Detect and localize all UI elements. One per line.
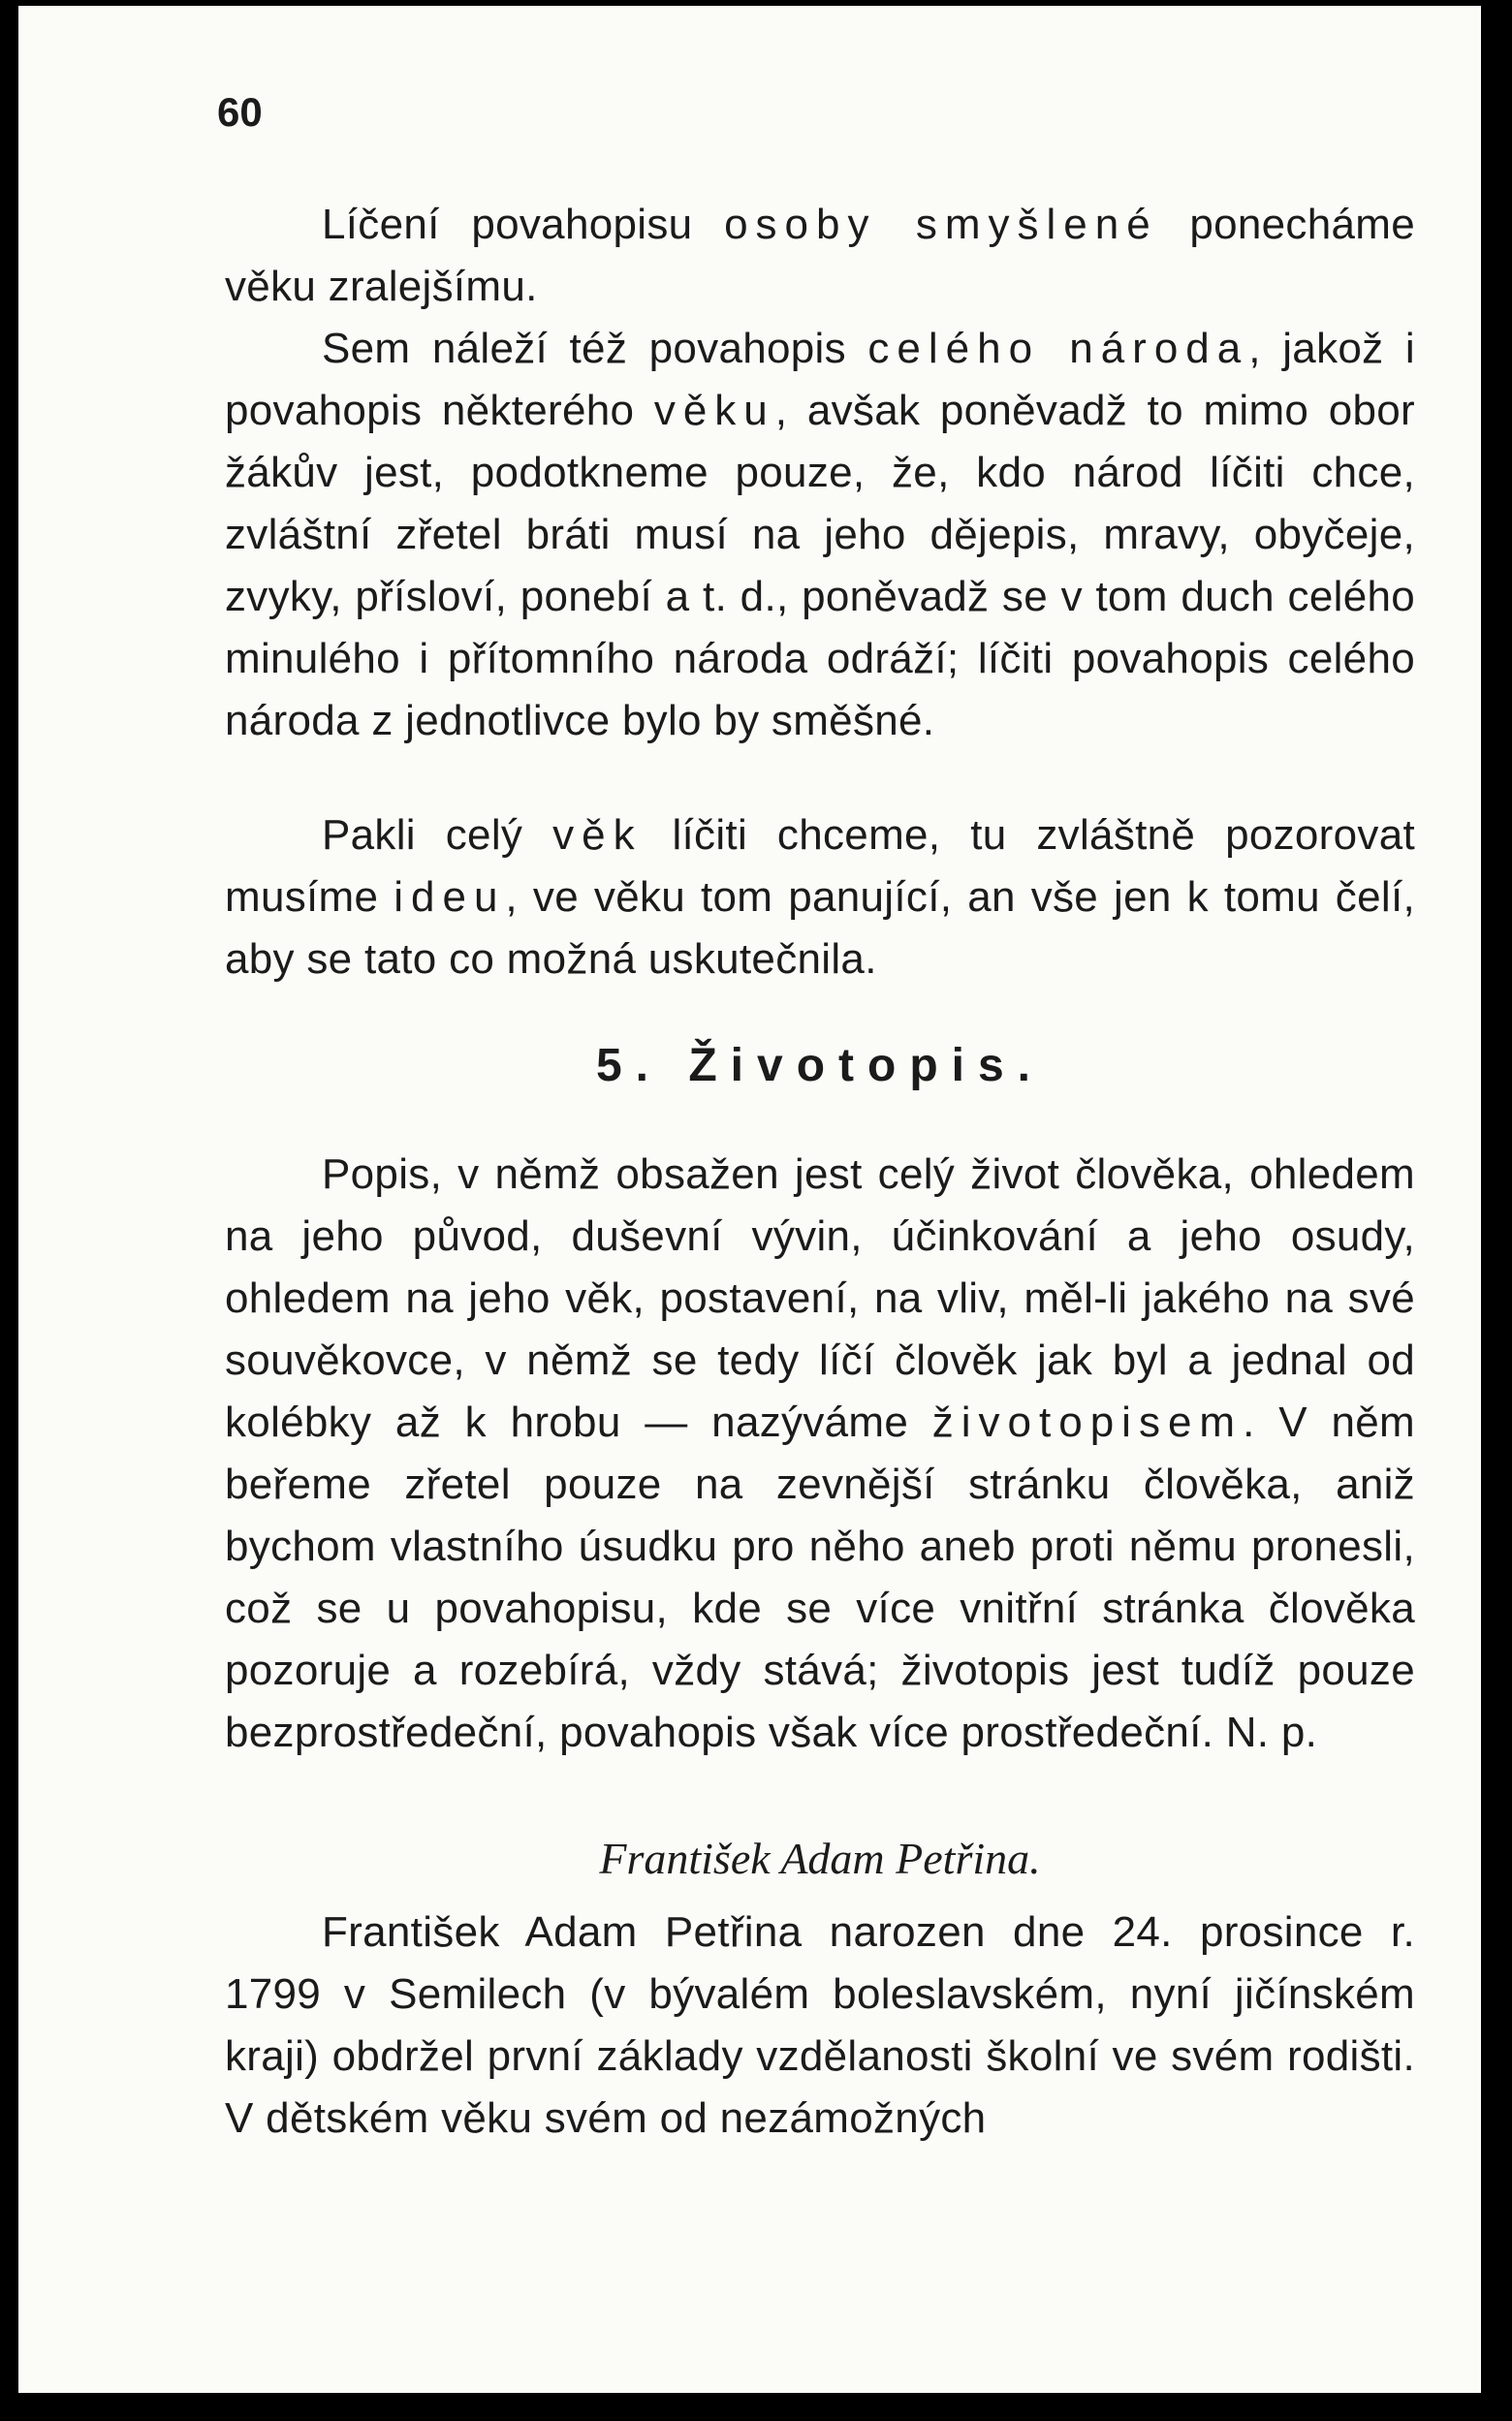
text-run: líčiti chceme, tu zvláštně pozorovat musíme [225, 811, 1415, 921]
paragraph-example-biography [225, 1902, 1415, 2150]
section-heading: 5. Životopis. [595, 1040, 1045, 1091]
spaced-term: životopisem [931, 1399, 1244, 1446]
page-number: 60 [217, 89, 263, 135]
text-run: Sem náleží též povahopis [322, 325, 868, 372]
text-run: , ve věku tom panující, an vše jen k tomu čelí, aby se tato co možná uskutečnila. [225, 873, 1416, 983]
text-run: Popis, v němž obsažen jest celý život člověka, ohledem na jeho původ, duševní vývin, účinkování a jeho osudy, ohledem na jeho věk, postavení, na vliv, měl-li jakého na své souvěkovce, v němž se tedy líčí člověk jak byl a jednal od kolébky až k hrobu — nazýváme [225, 1150, 1415, 1446]
spaced-term: věk [552, 811, 643, 859]
spaced-term: věku [653, 387, 775, 434]
text-run: ponecháme věku zralejšímu. [225, 201, 1415, 310]
paragraph-character-sketch-era [225, 804, 1415, 990]
spaced-term: osoby smyšlené [724, 201, 1158, 248]
example-title: František Adam Petřina. [599, 1834, 1041, 1883]
text-run: , jakož i povahopis některého [225, 325, 1416, 434]
text-run: Pakli celý [322, 811, 553, 859]
example-title-wrap [225, 1828, 1415, 1890]
paragraph-character-sketch-individual [225, 194, 1415, 318]
paragraph-character-sketch-nation [225, 318, 1415, 752]
text-run: , avšak poněvadž to mimo obor žákův jest, podotkneme pouze, že, kdo národ líčiti chce, zvláštní zřetel bráti musí na jeho dějepis, mravy, obyčeje, zvyky, přísloví, ponebí a t. d., poněvadž se v tom duch celého minulého i přítomního národa odráží; líčiti povahopis celého národa z jednotlivce bylo by směšné. [225, 387, 1416, 744]
text-run: . V něm beřeme zřetel pouze na zevnější stránku člověka, aniž bychom vlastního úsudku pro něho aneb proti němu pronesli, což se u povahopisu, kde se více vnitřní stránka člověka pozoruje a rozebírá, vždy stává; životopis jest tudíž pouze bezprostředeční, povahopis však více prostředeční. N. p. [225, 1399, 1416, 1756]
paragraph-biography-definition [225, 1144, 1415, 1764]
example-text: František Adam Petřina narozen dne 24. prosince r. 1799 v Semilech (v bývalém boleslavském, nyní jičínském kraji) obdržel první základy vzdělanosti školní ve svém rodišti. V dětském věku svém od nezámožných [225, 1908, 1415, 2142]
spaced-term: ideu [394, 873, 506, 921]
spaced-term: celého národa [867, 325, 1249, 372]
section-heading-wrap [225, 1035, 1415, 1097]
text-run: Líčení povahopisu [322, 201, 725, 248]
